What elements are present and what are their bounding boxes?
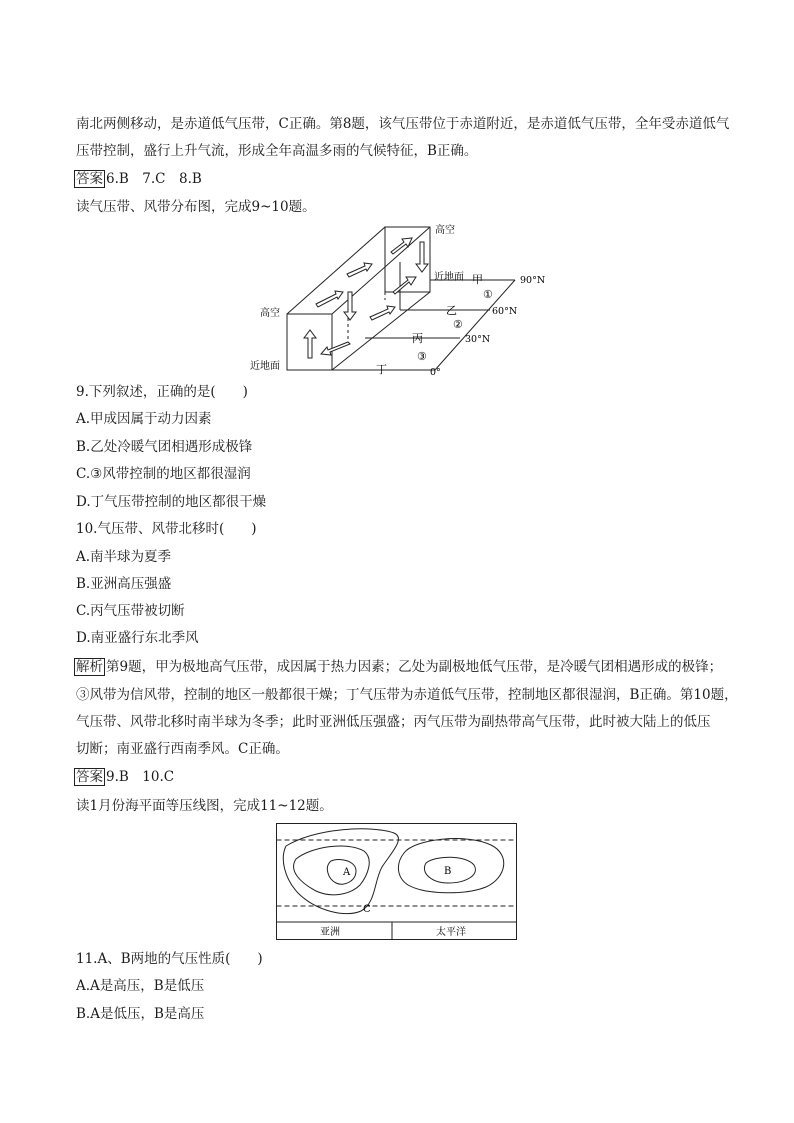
intro-line-2: 压带控制，盛行上升气流，形成全年高温多雨的气候特征，B正确。	[76, 143, 478, 159]
analysis-line-4: 切断；南亚盛行西南季风。C正确。	[76, 741, 289, 757]
fig1-c3: ③	[417, 350, 427, 363]
fig1-bing: 丙	[412, 332, 423, 345]
fig1-lat30: 30°N	[465, 334, 491, 345]
analysis-line-3: 气压带、风带北移时南半球为冬季；此时亚洲低压强盛；丙气压带为副热带高气压带，此时被大陆上的低压	[76, 714, 711, 730]
q10-stem: 10.气压带、风带北移时( )	[76, 521, 257, 537]
q9-option-a: A.甲成因属于动力因素	[76, 411, 212, 427]
answer-tag: 答案	[76, 171, 103, 187]
q10-option-b: B.亚洲高压强盛	[76, 576, 172, 592]
fig1-jia: 甲	[472, 273, 483, 286]
analysis-text-1: 第9题，甲为极地高气压带，成因属于热力因素；乙处为副极地低气压带，是冷暖气团相遇形成的极锋；	[106, 659, 723, 675]
q9-option-d: D.丁气压带控制的地区都很干燥	[76, 494, 267, 510]
answer-line-2	[74, 768, 174, 786]
q9-stem: 9.下列叙述，正确的是( )	[76, 384, 248, 400]
fig1-c1: ①	[483, 288, 493, 301]
pressure-wind-belt-diagram	[250, 222, 550, 382]
prompt-9-10: 读气压带、风带分布图，完成9~10题。	[76, 199, 316, 215]
fig1-gaokong-top: 高空	[435, 225, 455, 236]
q11-stem: 11.A、B两地的气压性质( )	[76, 951, 263, 967]
fig1-ding: 丁	[376, 363, 387, 376]
prompt-11-12: 读1月份海平面等压线图，完成11~12题。	[76, 798, 333, 814]
q11-option-b: B.A是低压，B是高压	[76, 1006, 205, 1022]
fig2-label-a: A	[343, 867, 351, 878]
q10-option-c: C.丙气压带被切断	[76, 603, 185, 619]
fig1-yi: 乙	[446, 304, 457, 317]
fig2-label-c: C	[363, 904, 371, 915]
q10-option-d: D.南亚盛行东北季风	[76, 630, 199, 646]
answer-text-2: 9.B 10.C	[106, 769, 175, 785]
fig2-label-b: B	[444, 866, 452, 877]
fig2-label-asia: 亚洲	[320, 927, 340, 938]
q9-option-c: C.③风带控制的地区都很湿润	[76, 466, 251, 482]
analysis-tag: 解析	[76, 659, 103, 675]
answer-tag-2: 答案	[76, 769, 103, 785]
answer-line-1	[74, 170, 202, 188]
isobar-map	[276, 823, 518, 941]
analysis-line-1	[74, 658, 722, 676]
fig1-gaokong-left: 高空	[260, 308, 280, 319]
fig1-lat0: 0°	[430, 367, 441, 378]
q10-option-a: A.南半球为夏季	[76, 549, 172, 565]
fig2-label-pacific: 太平洋	[436, 927, 466, 938]
q9-option-b: B.乙处冷暖气团相遇形成极锋	[76, 439, 253, 455]
answer-text: 6.B 7.C 8.B	[106, 171, 202, 187]
fig1-jindimian-left: 近地面	[250, 361, 280, 372]
intro-line-1: 南北两侧移动，是赤道低气压带，C正确。第8题，该气压带位于赤道附近，是赤道低气压带，全年受赤道低气	[76, 116, 730, 132]
fig1-jindimian-right: 近地面	[434, 272, 464, 283]
fig1-lat60: 60°N	[492, 306, 518, 317]
analysis-line-2: ③风带为信风带，控制的地区一般都很干燥；丁气压带为赤道低气压带，控制地区都很湿润，B正确。第10题，	[76, 687, 738, 703]
q11-option-a: A.A是高压，B是低压	[76, 978, 205, 994]
fig1-c2: ②	[453, 318, 463, 331]
fig1-lat90: 90°N	[520, 275, 546, 286]
